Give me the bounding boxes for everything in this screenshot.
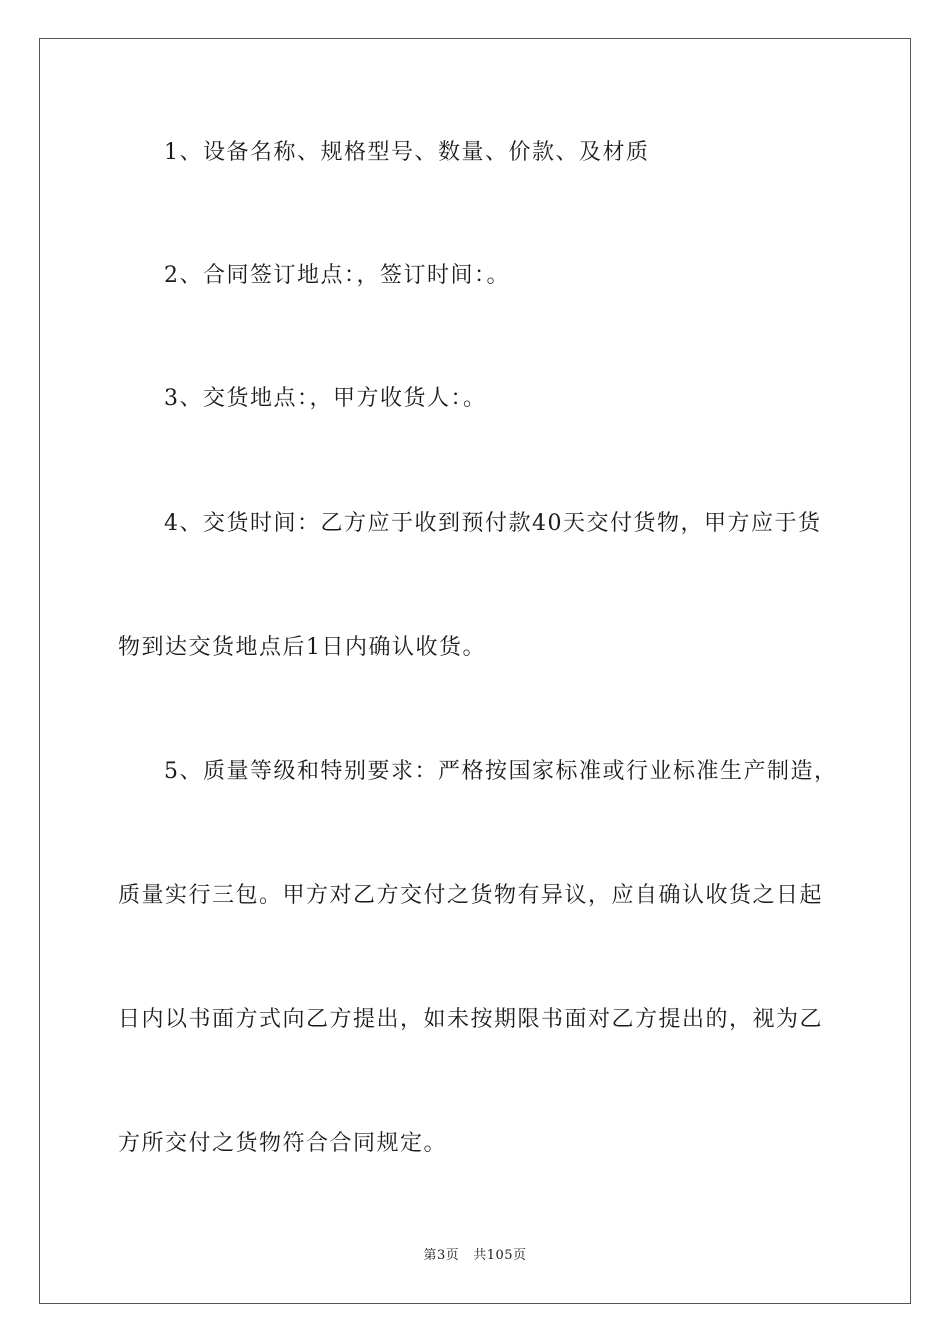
paragraph-line-1: 1、设备名称、规格型号、数量、价款、及材质	[164, 140, 650, 165]
paragraph-line-4: 4、交货时间：乙方应于收到预付款40天交付货物，甲方应于货	[164, 511, 822, 536]
page-number: 第3页	[423, 1248, 460, 1263]
paragraph-line-3: 3、交货地点：，甲方收货人：。	[164, 386, 487, 411]
paragraph-line-7: 质量实行三包。甲方对乙方交付之货物有异议，应自确认收货之日起	[118, 883, 824, 908]
paragraph-line-9: 方所交付之货物符合合同规定。	[118, 1131, 448, 1156]
paragraph-line-6: 5、质量等级和特别要求：严格按国家标准或行业标准生产制造，	[164, 759, 838, 784]
paragraph-line-8: 日内以书面方式向乙方提出，如未按期限书面对乙方提出的，视为乙	[118, 1007, 824, 1032]
paragraph-line-5: 物到达交货地点后1日内确认收货。	[118, 635, 486, 660]
page-footer	[40, 1247, 910, 1265]
page-total: 共105页	[473, 1248, 527, 1263]
page-frame	[39, 38, 911, 1304]
paragraph-line-2: 2、合同签订地点：，签订时间：。	[164, 263, 510, 288]
